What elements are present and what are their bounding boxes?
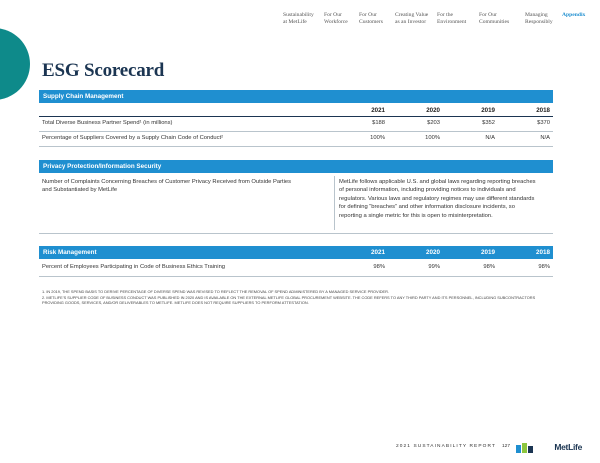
table-row-label: Percent of Employees Participating in Code of Business Ethics Training (42, 264, 226, 270)
footnote: 1. IN 2019, THE SPEND BASIS TO DERIVE PERCENTAGE OF DIVERSE SPEND WAS REVISED TO REFLECT THE REMOVAL OF SPEND ADMINISTERED BY A MANAGED SERVICE PROVIDER. (42, 289, 390, 294)
nav-item-responsibly[interactable]: Managing Responsibly (525, 12, 553, 25)
table-cell: 98% (483, 264, 495, 270)
footer (322, 442, 582, 454)
nav-item-sustainability[interactable]: Sustainability at MetLife (283, 12, 314, 25)
divider (39, 131, 553, 132)
column-divider (334, 176, 335, 230)
footnote: 2. METLIFE’S SUPPLIER CODE OF BUSINESS CONDUCT WAS PUBLISHED IN 2020 AND IS AVAILABLE ON THE EXTERNAL METLIFE GLOBAL PROCUREMENT WEBSITE. THE CODE REFERS TO ANY THIRD PARTY AND ITS PERSONNEL, INCLUDING SUBCONTRACTORS PROVIDING GOODS, SERVICES, AND/OR DELIVERABLES TO METLIFE. METLIFE DOES NOT REQUIRE SUPPLIERS TO PERFORM ATTESTATION. (42, 294, 536, 306)
nav-item-appendix[interactable]: Appendix (562, 12, 586, 18)
table-cell: $352 (482, 120, 495, 126)
year-header: 2020 (425, 249, 440, 256)
privacy-metric-label: Number of Complaints Concerning Breaches of Customer Privacy Received from Outside Parties and Substantiated by MetLife (42, 179, 292, 194)
privacy-header: Privacy Protection/Information Security (39, 160, 553, 173)
nav-item-environment[interactable]: For the Environment (437, 12, 467, 25)
metlife-logo (514, 442, 582, 454)
table-cell: N/A (485, 135, 495, 141)
table-cell: 100% (425, 135, 440, 141)
table-cell: 99% (428, 264, 440, 270)
table-row-label: Percentage of Suppliers Covered by a Supply Chain Code of Conduct² (42, 135, 224, 141)
year-header: 2018 (536, 107, 550, 114)
nav-item-workforce[interactable]: For Our Workforce (324, 12, 348, 25)
page-title: ESG Scorecard (42, 60, 165, 81)
table-cell: N/A (540, 135, 550, 141)
supply-chain-header: Supply Chain Management (39, 90, 553, 103)
year-header: 2019 (480, 249, 495, 256)
privacy-metric-note: MetLife follows applicable U.S. and global laws regarding reporting breaches of personal information, including providing notices to individuals and regulators. Various laws and regulatory regimes may use different standards for defining “breaches” and other information disclosure incidents, so reporting a single metric for this is open to misinterpretation. (339, 179, 536, 219)
nav-item-investor[interactable]: Creating Value as an Investor (395, 12, 429, 25)
year-header: 2021 (370, 249, 385, 256)
footnotes (42, 289, 552, 306)
page-number: 127 (501, 444, 510, 449)
table-cell: 98% (538, 264, 550, 270)
report-title: 2021 SUSTAINABILITY REPORT (395, 444, 496, 449)
year-header: 2018 (535, 249, 550, 256)
table-cell: $203 (427, 120, 440, 126)
divider (39, 146, 553, 147)
logo-text: MetLife (554, 442, 582, 452)
logo-mark-icon (514, 442, 536, 454)
divider (39, 276, 553, 277)
nav-item-communities[interactable]: For Our Communities (479, 12, 510, 25)
year-header: 2021 (371, 107, 385, 114)
table-cell: $188 (372, 120, 385, 126)
divider (39, 233, 553, 234)
divider (39, 116, 553, 117)
decorative-circle (0, 28, 30, 100)
table-cell: $370 (537, 120, 550, 126)
nav-item-customers[interactable]: For Our Customers (359, 12, 383, 25)
year-header: 2020 (426, 107, 440, 114)
table-row-label: Total Diverse Business Partner Spend¹ (in millions) (42, 120, 173, 126)
year-header: 2019 (481, 107, 495, 114)
table-cell: 98% (373, 264, 385, 270)
risk-header-label: Risk Management (43, 249, 97, 256)
table-cell: 100% (370, 135, 385, 141)
